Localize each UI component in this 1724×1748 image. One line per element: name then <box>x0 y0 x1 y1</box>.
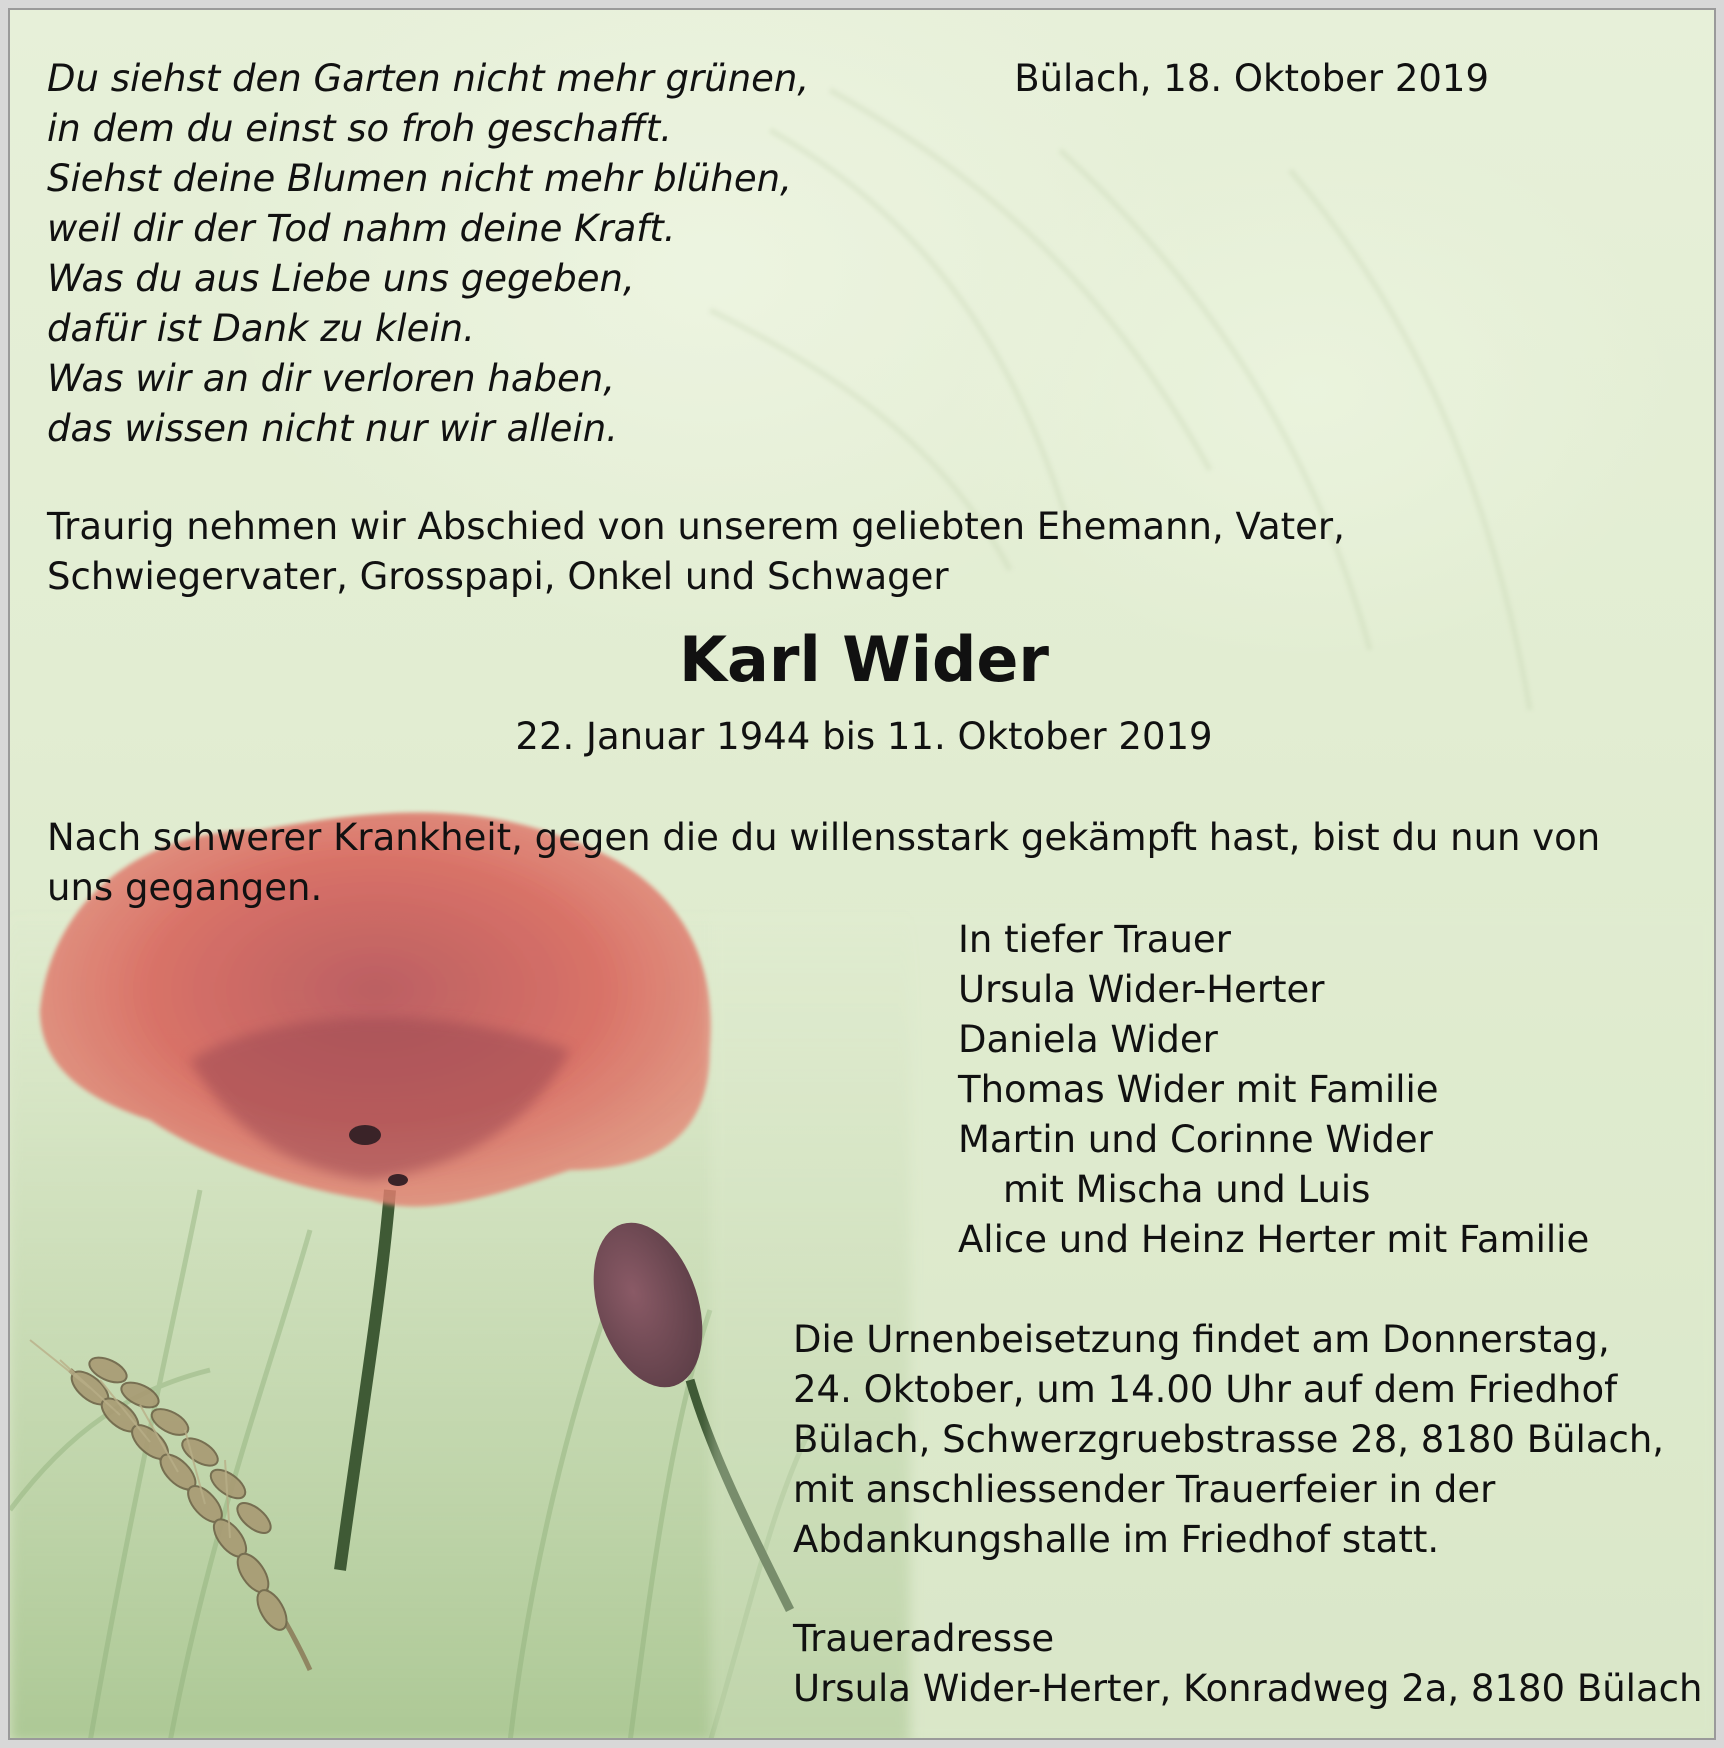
poem-line: weil dir der Tod nahm deine Kraft. <box>47 207 676 250</box>
mourner-line: mit Mischa und Luis <box>1003 1168 1371 1211</box>
address-line: Ursula Wider-Herter, Konradweg 2a, 8180 Bülach <box>793 1667 1703 1710</box>
poem-line: Siehst deine Blumen nicht mehr blühen, <box>47 157 792 200</box>
burial-line: Bülach, Schwerzgruebstrasse 28, 8180 Bülach, <box>793 1418 1665 1461</box>
mourner-line: In tiefer Trauer <box>958 918 1231 961</box>
sickness-text: Nach schwerer Krankheit, gegen die du willensstark gekämpft hast, bist du nun von uns gegangen. <box>47 816 1601 909</box>
burial-line: mit anschliessender Trauerfeier in der <box>793 1468 1496 1511</box>
place-date: Bülach, 18. Oktober 2019 <box>1014 57 1489 100</box>
mourning-address <box>793 1614 1702 1714</box>
mourner-line: Daniela Wider <box>958 1018 1218 1061</box>
burial-line: Abdankungshalle im Friedhof statt. <box>793 1518 1440 1561</box>
poem-line: Was du aus Liebe uns gegeben, <box>47 257 635 300</box>
address-label: Traueradresse <box>793 1617 1055 1660</box>
poem-line: das wissen nicht nur wir allein. <box>47 407 618 450</box>
poem-line: Du siehst den Garten nicht mehr grünen, <box>47 57 810 100</box>
burial-info <box>793 1315 1664 1565</box>
mourner-line: Alice und Heinz Herter mit Familie <box>958 1218 1590 1261</box>
mourner-line: Thomas Wider mit Familie <box>958 1068 1439 1111</box>
poem-line: dafür ist Dank zu klein. <box>47 307 475 350</box>
mourner-line: Martin und Corinne Wider <box>958 1118 1433 1161</box>
burial-line: 24. Oktober, um 14.00 Uhr auf dem Friedhof <box>793 1368 1618 1411</box>
poem <box>47 54 809 454</box>
obituary-card <box>8 8 1716 1740</box>
mourner-line: Ursula Wider-Herter <box>958 968 1325 1011</box>
faint-leaves <box>710 90 1530 710</box>
poem-line: Was wir an dir verloren haben, <box>47 357 615 400</box>
intro-text: Traurig nehmen wir Abschied von unserem geliebten Ehemann, Vater, Schwiegervater, Grosspapi, Onkel und Schwager <box>47 505 1345 598</box>
poem-line: in dem du einst so froh geschafft. <box>47 107 673 150</box>
mourners-list <box>958 915 1589 1265</box>
burial-line: Die Urnenbeisetzung findet am Donnerstag, <box>793 1318 1610 1361</box>
deceased-name: Karl Wider <box>679 623 1049 696</box>
life-dates: 22. Januar 1944 bis 11. Oktober 2019 <box>515 715 1213 758</box>
